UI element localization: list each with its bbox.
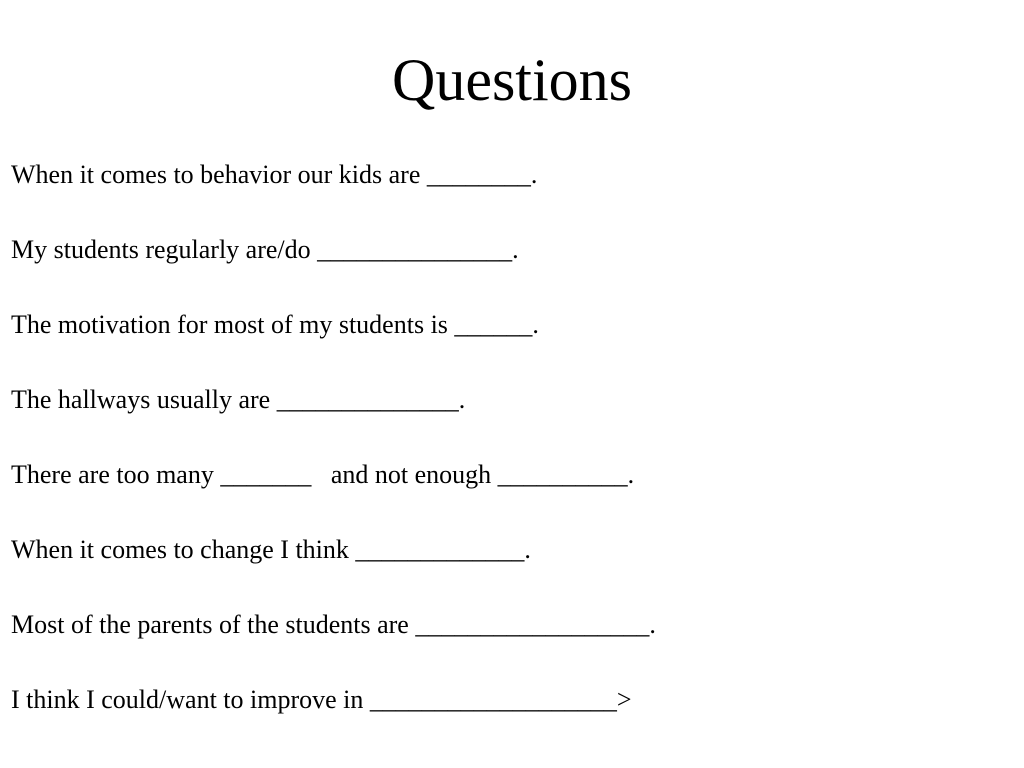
question-7: Most of the parents of the students are __________________. bbox=[11, 610, 656, 639]
slide-title: Questions bbox=[392, 47, 632, 113]
question-5: There are too many _______ and not enough __________. bbox=[11, 460, 635, 489]
question-3: The motivation for most of my students is ______. bbox=[11, 310, 539, 339]
question-4: The hallways usually are ______________. bbox=[11, 385, 466, 414]
question-list bbox=[11, 157, 656, 757]
question-8: I think I could/want to improve in ___________________> bbox=[11, 685, 632, 714]
question-1: When it comes to behavior our kids are ________. bbox=[11, 160, 538, 189]
question-6: When it comes to change I think _____________. bbox=[11, 535, 531, 564]
question-2: My students regularly are/do _______________. bbox=[11, 235, 519, 264]
